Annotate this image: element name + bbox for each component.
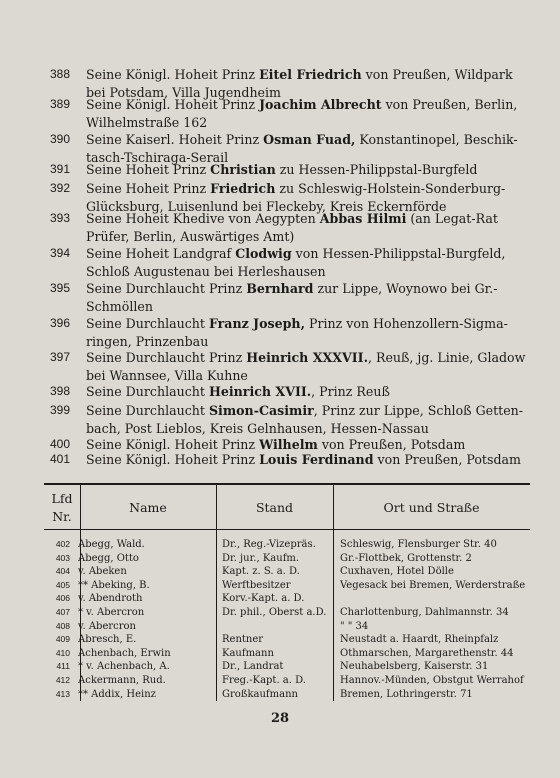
row-name: v. Abercron: [78, 620, 136, 632]
row-stand: Dr., Landrat: [222, 661, 284, 673]
entry-text-post: , Reuß, jg. Linie, Gladow: [367, 350, 526, 365]
table-row: [44, 620, 530, 634]
row-name: * v. Abercron: [78, 607, 145, 618]
entry-number: 389: [50, 97, 71, 111]
entry-text-continued: bei Wannsee, Villa Kuhne: [86, 367, 248, 383]
row-number: 410: [55, 647, 70, 658]
entry-name: Christian: [210, 162, 276, 177]
entry-text-continued: bach, Post Lieblos, Kreis Gelnhausen, Hessen-Nassau: [86, 420, 429, 436]
entry-name: Simon-Casimir: [208, 403, 314, 418]
entry-name: Eitel Friedrich: [259, 67, 362, 82]
table-top-rule: [44, 483, 530, 485]
entry-text: [86, 210, 536, 245]
table-row: [44, 647, 530, 661]
row-ort: " " 34: [340, 620, 369, 632]
entry-text-post: , Prinz Reuß: [311, 384, 390, 399]
entry-text-post: zu Hessen-Philippstal-Burgfeld: [275, 162, 478, 177]
table-row: [44, 633, 530, 647]
row-ort: Neuhabelsberg, Kaiserstr. 31: [340, 661, 489, 673]
entry-number: 392: [50, 181, 71, 195]
row-number: 402: [55, 539, 70, 549]
row-stand: Rentner: [222, 634, 264, 646]
entry-text-continued: ringen, Prinzenbau: [86, 333, 209, 349]
entry-text: [86, 383, 536, 401]
entry-text: [86, 402, 536, 437]
header-lfd: Lfd: [51, 491, 73, 506]
entry-number: 401: [50, 452, 71, 466]
row-ort: Bremen, Lothringerstr. 71: [340, 688, 473, 700]
table-row: [44, 552, 530, 566]
table-header-rule: [44, 529, 530, 530]
entry-text-pre: Seine Hoheit Landgraf: [86, 246, 236, 261]
row-number: 405: [55, 579, 70, 590]
entry-text-continued: Glücksburg, Luisenlund bei Fleckeby, Kreis Eckernförde: [86, 198, 447, 214]
row-number: 403: [55, 552, 70, 563]
entry-name: Heinrich XXXVII.: [246, 350, 368, 365]
table-row: [44, 565, 530, 579]
entry-text-post: zu Schleswig-Holstein-Sonderburg-: [275, 181, 506, 196]
row-number: 409: [55, 634, 70, 645]
entry-text-pre: Seine Durchlaucht Prinz: [86, 350, 247, 365]
row-number: 407: [55, 607, 70, 617]
table-row: [44, 688, 530, 702]
entry-text-pre: Seine Durchlaucht Prinz: [86, 281, 247, 296]
row-stand: Dr. jur., Kaufm.: [222, 552, 300, 564]
row-number: 413: [55, 688, 70, 699]
row-stand: Werftbesitzer: [222, 579, 291, 591]
row-name: ** Addix, Heinz: [78, 688, 156, 700]
row-number: 406: [55, 593, 70, 604]
row-name: Ackermann, Rud.: [78, 675, 166, 686]
entry-text-pre: Seine Königl. Hoheit Prinz: [86, 452, 260, 467]
entry-text-post: (an Legat-Rat: [406, 211, 498, 226]
row-ort: Othmarschen, Margarethenstr. 44: [340, 647, 514, 659]
entry-text-continued: Wilhelmstraße 162: [86, 114, 208, 130]
entry-number: 398: [50, 384, 71, 398]
row-stand: Dr. phil., Oberst a.D.: [222, 607, 327, 618]
row-stand: Korv.-Kapt. a. D.: [222, 593, 305, 605]
entry-number: 397: [50, 350, 71, 364]
row-ort: Charlottenburg, Dahlmannstr. 34: [340, 607, 509, 618]
entry-text: [86, 245, 536, 280]
row-name: v. Abendroth: [78, 593, 143, 605]
entry-text-post: von Preußen, Wildpark: [361, 67, 513, 82]
row-name: Abegg, Otto: [78, 552, 139, 564]
row-ort: Vegesack bei Bremen, Werderstraße: [340, 579, 526, 591]
entry-text-continued: Prüfer, Berlin, Auswärtiges Amt): [86, 228, 295, 244]
entry-number: 394: [50, 246, 71, 260]
row-number: 412: [55, 675, 70, 685]
table-row: [44, 579, 530, 593]
entry-text-post: von Hessen-Philippstal-Burgfeld,: [291, 246, 506, 261]
entry-text-post: Konstantinopel, Beschik-: [355, 132, 518, 147]
entry-text-continued: Schmöllen: [86, 298, 153, 314]
row-ort: Hannov.-Münden, Obstgut Werrahof: [340, 675, 524, 686]
entry-text-post: Prinz von Hohenzollern-Sigma-: [304, 316, 508, 331]
entry-text-pre: Seine Königl. Hoheit Prinz: [86, 437, 260, 452]
entry-text-post: von Preußen, Berlin,: [381, 97, 518, 112]
entry-number: 391: [50, 162, 71, 176]
entry-name: Franz Joseph,: [208, 316, 305, 331]
header-nr: Nr.: [52, 509, 72, 524]
entry-text-pre: Seine Durchlaucht: [86, 384, 209, 399]
entry-name: Osman Fuad,: [263, 132, 356, 147]
entry-text: [86, 161, 536, 179]
row-stand: Großkaufmann: [222, 688, 298, 700]
row-name: * v. Achenbach, A.: [78, 661, 170, 673]
row-number: 404: [55, 566, 70, 577]
row-ort: Cuxhaven, Hotel Dölle: [340, 566, 454, 578]
entry-number: 393: [50, 211, 71, 225]
header-ort: Ort und Straße: [383, 500, 480, 515]
table-row: [44, 538, 530, 552]
entry-text-continued: bei Potsdam, Villa Jugendheim: [86, 84, 281, 100]
entry-name: Clodwig: [235, 246, 292, 261]
entry-text-continued: Schloß Augustenau bei Herleshausen: [86, 263, 326, 279]
row-number: 408: [55, 620, 70, 631]
entry-text: [86, 349, 536, 384]
entry-text-post: , Prinz zur Lippe, Schloß Getten-: [313, 403, 524, 418]
row-name: Achenbach, Erwin: [78, 647, 171, 659]
entry-text: [86, 315, 536, 350]
entry-name: Wilhelm: [259, 437, 318, 452]
entry-text-continued: tasch-Tschiraga-Serail: [86, 149, 229, 165]
entry-text-pre: Seine Kaiserl. Hoheit Prinz: [86, 132, 264, 147]
entry-number: 395: [50, 281, 71, 295]
row-name: Abresch, E.: [78, 634, 137, 646]
row-stand: Kapt. z. S. a. D.: [222, 566, 300, 578]
entry-name: Heinrich XVII.: [208, 384, 312, 399]
entry-text-pre: Seine Hoheit Khedive von Aegypten: [86, 211, 320, 226]
row-name: v. Abeken: [78, 566, 127, 578]
row-stand: Dr., Reg.-Vizepräs.: [222, 539, 316, 550]
entry-number: 400: [50, 437, 71, 451]
entry-name: Friedrich: [210, 181, 276, 196]
entry-number: 399: [50, 403, 71, 417]
entry-number: 396: [50, 316, 71, 330]
entry-text: [86, 96, 536, 131]
table-row: [44, 660, 530, 674]
entry-name: Bernhard: [246, 281, 314, 296]
entry-text-pre: Seine Hoheit Prinz: [86, 162, 211, 177]
row-number: 411: [56, 661, 70, 672]
table-row: [44, 592, 530, 606]
row-name: Abegg, Wald.: [78, 539, 145, 550]
entry-text: [86, 451, 536, 469]
page-number: 28: [270, 711, 290, 726]
entry-name: Abbas Hilmi: [319, 211, 407, 226]
table-row: [44, 674, 530, 688]
header-stand: Stand: [255, 500, 294, 515]
row-ort: Neustadt a. Haardt, Rheinpfalz: [340, 634, 499, 646]
entry-text-post: zur Lippe, Woynowo bei Gr.-: [313, 281, 498, 296]
table-row: [44, 606, 530, 620]
row-ort: Gr.-Flottbek, Grottenstr. 2: [340, 552, 472, 564]
row-stand: Kaufmann: [222, 647, 274, 659]
row-stand: Freg.-Kapt. a. D.: [222, 675, 306, 686]
entry-text-pre: Seine Königl. Hoheit Prinz: [86, 67, 260, 82]
entry-text-pre: Seine Hoheit Prinz: [86, 181, 211, 196]
row-ort: Schleswig, Flensburger Str. 40: [340, 539, 497, 550]
entry-number: 390: [50, 132, 71, 146]
entry-name: Louis Ferdinand: [259, 452, 374, 467]
entry-text-post: von Preußen, Potsdam: [373, 452, 521, 467]
row-name: ** Abeking, B.: [78, 579, 150, 591]
header-name: Name: [129, 500, 167, 515]
entry-text-pre: Seine Durchlaucht: [86, 403, 209, 418]
entry-name: Joachim Albrecht: [259, 97, 382, 112]
entry-number: 388: [50, 67, 71, 81]
entry-text-post: von Preußen, Potsdam: [317, 437, 466, 452]
entry-text: [86, 280, 536, 315]
entry-text-pre: Seine Königl. Hoheit Prinz: [86, 97, 260, 112]
entry-text-pre: Seine Durchlaucht: [86, 316, 209, 331]
